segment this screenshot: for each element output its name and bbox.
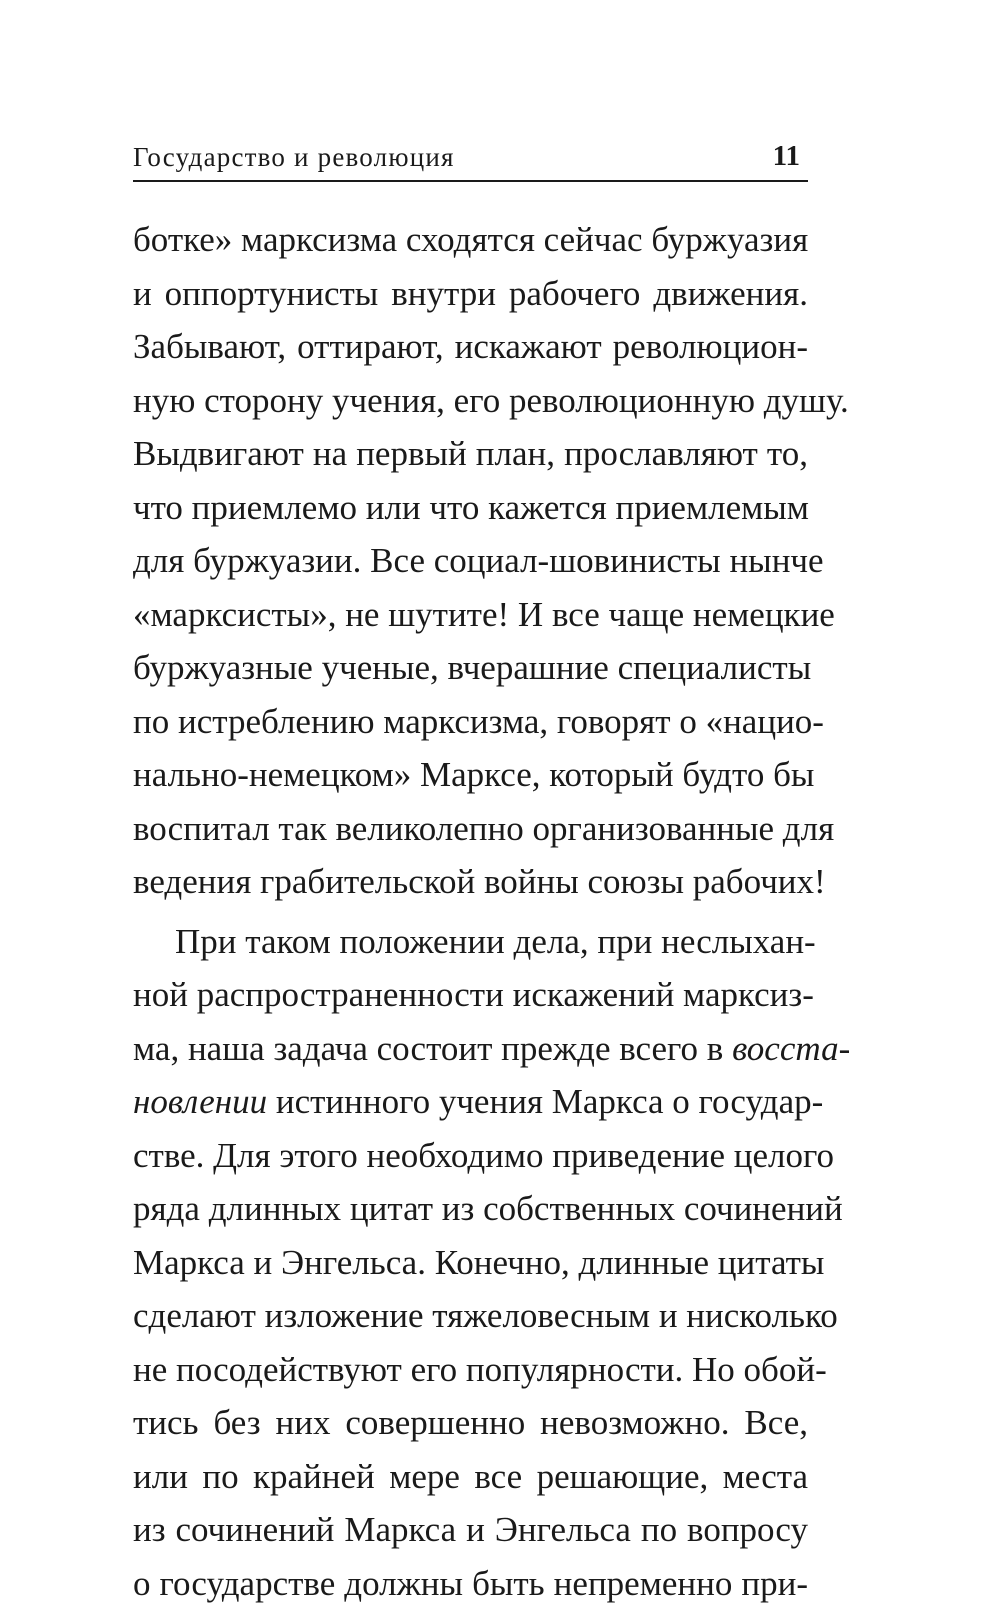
text-line: «марксисты», не шутите! И все чаще немецкие (133, 588, 808, 642)
text-run: истинного учения Маркса о государ- (267, 1082, 823, 1121)
text-line: Маркса и Энгельса. Конечно, длинные цитаты (133, 1236, 808, 1290)
text-line: нально-немецком» Марксе, который будто бы (133, 748, 808, 802)
text-line: ную сторону учения, его революционную душу. (133, 374, 808, 428)
running-title: Государство и революция (133, 142, 455, 173)
text-line: о государстве должны быть непременно при- (133, 1557, 808, 1610)
text-line: или по крайней мере все решающие, места (133, 1450, 808, 1504)
text-line: ведения грабительской войны союзы рабочих! (133, 855, 808, 909)
text-line: ряда длинных цитат из собственных сочинений (133, 1182, 808, 1236)
text-line: ботке» марксизма сходятся сейчас буржуазия (133, 213, 808, 267)
text-line: из сочинений Маркса и Энгельса по вопросу (133, 1503, 808, 1557)
emphasis-text: новлении (133, 1082, 267, 1121)
paragraph-1 (133, 213, 808, 909)
text-line: стве. Для этого необходимо приведение целого (133, 1129, 808, 1183)
text-line: сделают изложение тяжеловесным и нисколько (133, 1289, 808, 1343)
body-text (133, 213, 808, 1610)
text-line: буржуазные ученые, вчерашние специалисты (133, 641, 808, 695)
text-line: Забывают, оттирают, искажают революцион- (133, 320, 808, 374)
text-line (133, 1075, 808, 1129)
text-run: ма, наша задача состоит прежде всего в (133, 1029, 732, 1068)
text-line: Выдвигают на первый план, прославляют то, (133, 427, 808, 481)
text-line (133, 1022, 808, 1076)
text-line: тись без них совершенно невозможно. Все, (133, 1396, 808, 1450)
emphasis-text: восста- (732, 1029, 850, 1068)
text-line: по истреблению марксизма, говорят о «нацио- (133, 695, 808, 749)
text-line: ной распространенности искажений марксиз- (133, 968, 808, 1022)
text-line: и оппортунисты внутри рабочего движения. (133, 267, 808, 321)
text-line: не посодействуют его популярности. Но обой- (133, 1343, 808, 1397)
paragraph-2 (133, 915, 808, 1610)
text-line: для буржуазии. Все социал-шовинисты нынче (133, 534, 808, 588)
text-line: При таком положении дела, при неслыхан- (133, 915, 808, 969)
text-line: воспитал так великолепно организованные для (133, 802, 808, 856)
page-number: 11 (773, 140, 800, 173)
running-head (133, 140, 808, 182)
text-line: что приемлемо или что кажется приемлемым (133, 481, 808, 535)
